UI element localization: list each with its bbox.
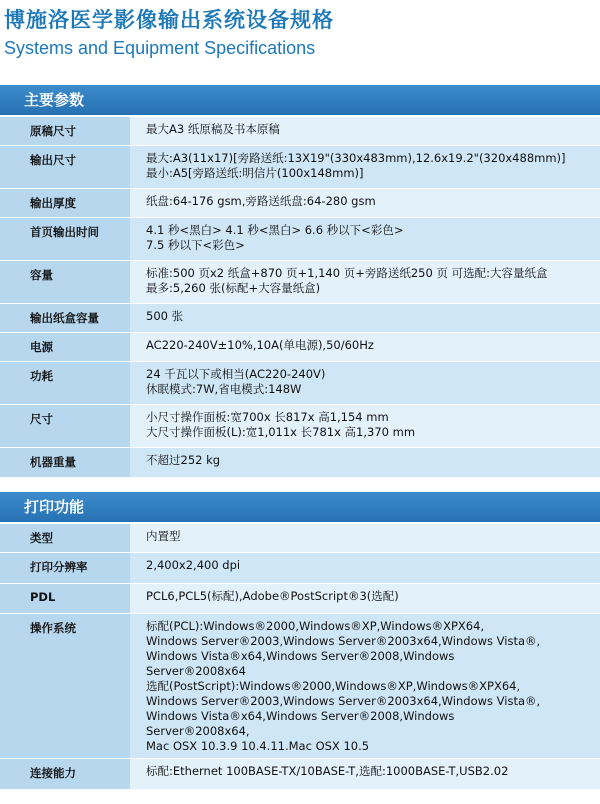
spec-value-line: 内置型 bbox=[146, 529, 181, 543]
spec-label: 输出纸盒容量 bbox=[30, 311, 99, 325]
spec-value bbox=[146, 122, 596, 137]
spec-label: 尺寸 bbox=[30, 412, 53, 426]
spec-row bbox=[0, 146, 600, 188]
spec-label-cell bbox=[0, 405, 130, 447]
spec-label: 类型 bbox=[30, 531, 53, 545]
spec-label-cell bbox=[0, 553, 130, 583]
spec-value-line: 不超过252 kg bbox=[146, 453, 221, 467]
spec-label: PDL bbox=[30, 590, 56, 604]
spec-value-line: 最多:5,260 张(标配+大容量纸盒) bbox=[146, 281, 321, 295]
spec-value-line: Windows Vista®x64,Windows Server®2008,Windows bbox=[146, 709, 455, 723]
spec-label: 功耗 bbox=[30, 369, 53, 383]
spec-value bbox=[146, 558, 596, 573]
row-divider bbox=[0, 789, 600, 790]
spec-label-cell bbox=[0, 189, 130, 217]
spec-value-line: 最大A3 纸原稿及书本原稿 bbox=[146, 122, 280, 136]
section-header bbox=[0, 85, 600, 115]
spec-row bbox=[0, 189, 600, 217]
spec-row bbox=[0, 584, 600, 613]
spec-value-line: Windows Server®2003,Windows Server®2003x64,Windows Vista®, bbox=[146, 694, 541, 708]
spec-label: 输出厚度 bbox=[30, 196, 76, 210]
spec-row bbox=[0, 362, 600, 404]
page-title: 博施洛医学影像输出系统设备规格 bbox=[4, 8, 334, 32]
spec-label: 原稿尺寸 bbox=[30, 124, 76, 138]
spec-value bbox=[146, 338, 596, 353]
spec-value-line: 24 千瓦以下或相当(AC220-240V) bbox=[146, 367, 326, 381]
spec-label-cell bbox=[0, 759, 130, 789]
spec-value-line: 2,400x2,400 dpi bbox=[146, 558, 241, 572]
spec-value-line: 最小:A5[旁路送纸:明信片(100x148mm)] bbox=[146, 166, 364, 180]
spec-value-line: 7.5 秒以下<彩色> bbox=[146, 238, 245, 252]
spec-value-line: 大尺寸操作面板(L):宽1,011x 长781x 高1,370 mm bbox=[146, 425, 416, 439]
spec-label-cell bbox=[0, 146, 130, 188]
spec-label-cell bbox=[0, 614, 130, 758]
spec-label: 打印分辨率 bbox=[30, 560, 88, 574]
spec-label-cell bbox=[0, 524, 130, 552]
header bbox=[0, 0, 600, 82]
spec-value bbox=[146, 194, 596, 209]
spec-row bbox=[0, 333, 600, 361]
spec-value bbox=[146, 619, 596, 754]
spec-row bbox=[0, 759, 600, 789]
spec-value bbox=[146, 589, 596, 604]
spec-value bbox=[146, 309, 596, 324]
page-subtitle: Systems and Equipment Specifications bbox=[4, 38, 316, 58]
spec-label-cell bbox=[0, 261, 130, 303]
spec-value-line: 最大:A3(11x17)[旁路送纸:13X19"(330x483mm),12.6x19.2"(320x488mm)] bbox=[146, 151, 566, 165]
spec-value bbox=[146, 367, 596, 397]
spec-label: 容量 bbox=[30, 268, 53, 282]
spec-row bbox=[0, 614, 600, 758]
row-divider bbox=[0, 477, 600, 478]
spec-label-cell bbox=[0, 448, 130, 477]
spec-value-line: 纸盘:64-176 gsm,旁路送纸盘:64-280 gsm bbox=[146, 194, 376, 208]
spec-value bbox=[146, 529, 596, 544]
spec-label-cell bbox=[0, 333, 130, 361]
spec-label: 连接能力 bbox=[30, 766, 76, 780]
spec-value-line: AC220-240V±10%,10A(单电源),50/60Hz bbox=[146, 338, 374, 352]
spec-row bbox=[0, 218, 600, 260]
spec-row bbox=[0, 261, 600, 303]
spec-row bbox=[0, 304, 600, 332]
spec-value-line: 标配:Ethernet 100BASE-TX/10BASE-T,选配:1000BASE-T,USB2.02 bbox=[146, 764, 509, 778]
spec-row bbox=[0, 405, 600, 447]
spec-label: 首页输出时间 bbox=[30, 225, 99, 239]
spec-label-cell bbox=[0, 218, 130, 260]
spec-label: 输出尺寸 bbox=[30, 153, 76, 167]
spec-row bbox=[0, 448, 600, 477]
spec-value-line: 小尺寸操作面板:宽700x 长817x 高1,154 mm bbox=[146, 410, 389, 424]
spec-value-line: 500 张 bbox=[146, 309, 184, 323]
spec-label-cell bbox=[0, 304, 130, 332]
spec-value bbox=[146, 151, 596, 181]
spec-value-line: 标准:500 页x2 纸盒+870 页+1,140 页+旁路送纸250 页 可选配:大容量纸盒 bbox=[146, 266, 548, 280]
spec-value-line: Server®2008x64 bbox=[146, 664, 246, 678]
spec-value-line: 选配(PostScript):Windows®2000,Windows®XP,Windows®XPX64, bbox=[146, 679, 521, 693]
spec-value bbox=[146, 410, 596, 440]
spec-label: 操作系统 bbox=[30, 621, 76, 635]
spec-value bbox=[146, 453, 596, 468]
section-header bbox=[0, 492, 600, 522]
spec-value bbox=[146, 223, 596, 253]
spec-value-line: 标配(PCL):Windows®2000,Windows®XP,Windows®XPX64, bbox=[146, 619, 485, 633]
spec-value bbox=[146, 764, 596, 779]
spec-row bbox=[0, 524, 600, 552]
spec-value-line: Windows Server®2003,Windows Server®2003x64,Windows Vista®, bbox=[146, 634, 541, 648]
spec-label-cell bbox=[0, 362, 130, 404]
spec-value-line: Windows Vista®x64,Windows Server®2008,Windows bbox=[146, 649, 455, 663]
spec-row bbox=[0, 553, 600, 583]
section-title: 主要参数 bbox=[24, 91, 85, 109]
spec-row bbox=[0, 117, 600, 145]
section-title: 打印功能 bbox=[24, 498, 85, 516]
spec-value bbox=[146, 266, 596, 296]
spec-value-line: Mac OSX 10.3.9 10.4.11.Mac OSX 10.5 bbox=[146, 739, 370, 753]
spec-value-line: PCL6,PCL5(标配),Adobe®PostScript®3(选配) bbox=[146, 589, 399, 603]
spec-label-cell bbox=[0, 584, 130, 613]
spec-value-line: 休眠模式:7W,省电模式:148W bbox=[146, 382, 302, 396]
spec-value-line: 4.1 秒<黑白> 4.1 秒<黑白> 6.6 秒以下<彩色> bbox=[146, 223, 404, 237]
spec-value-line: Server®2008x64, bbox=[146, 724, 250, 738]
spec-label: 电源 bbox=[30, 340, 53, 354]
spec-label: 机器重量 bbox=[30, 455, 76, 469]
spec-label-cell bbox=[0, 117, 130, 145]
